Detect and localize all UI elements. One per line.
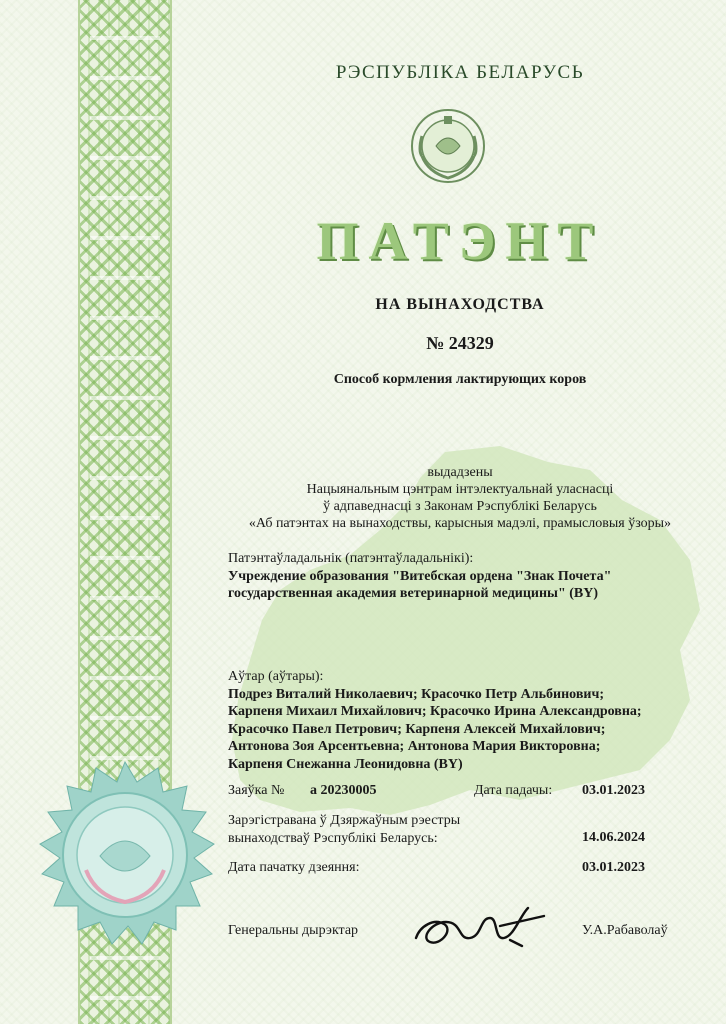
signature-icon	[410, 896, 550, 956]
issued-by-block	[220, 464, 700, 532]
holographic-seal-icon	[30, 760, 220, 950]
validity-date: 03.01.2023	[582, 860, 645, 875]
application-number: a 20230005	[310, 783, 377, 798]
issued-line-1: выдадзены	[427, 465, 493, 480]
issued-line-4: «Аб патэнтах на вынаходствы, карысныя мадэлі, прамысловыя ўзоры»	[248, 516, 672, 531]
authors-label: Аўтар (аўтары):	[228, 669, 324, 684]
registration-label-line-2: вынаходстваў Рэспублікі Беларусь:	[228, 830, 438, 846]
patent-number: № 24329	[426, 333, 494, 353]
country-name: РЭСПУБЛІКА БЕЛАРУСЬ	[335, 62, 585, 83]
document-subtitle: НА ВЫНАХОДСТВА	[375, 296, 545, 313]
registration-date: 14.06.2024	[582, 830, 645, 845]
filing-date: 03.01.2023	[582, 783, 645, 798]
signatory-title: Генеральны дырэктар	[228, 923, 359, 938]
filing-date-label: Дата падачы:	[474, 783, 553, 798]
state-emblem-icon	[408, 106, 488, 186]
signatory-name: У.А.Рабаволаў	[582, 923, 668, 938]
patent-holder-block	[228, 550, 708, 603]
registration-label	[228, 812, 460, 847]
holder-line-2: государственная академия ветеринарной медицины" (BY)	[228, 586, 599, 601]
holder-line-1: Учреждение образования "Витебская ордена "Знак Почета"	[228, 568, 612, 584]
document-title: ПАТЭНТ	[316, 211, 604, 271]
author-line: Карпеня Михаил Михайлович; Красочко Ирина Александровна;	[228, 704, 642, 719]
validity-label: Дата пачатку дзеяння:	[228, 860, 360, 875]
author-line: Красочко Павел Петрович; Карпеня Алексей Михайлович;	[228, 721, 606, 737]
issued-line-3: ў адпаведнасці з Законам Рэспублікі Беларусь	[323, 499, 597, 514]
author-line: Антонова Зоя Арсентьевна; Антонова Мария Викторовна;	[228, 739, 601, 754]
issued-line-2: Нацыянальным цэнтрам інтэлектуальнай уласнасці	[306, 482, 614, 497]
author-line: Карпеня Снежанна Леонидовна (BY)	[228, 756, 463, 772]
application-label: Заяўка №	[228, 783, 285, 798]
authors-block	[228, 668, 708, 773]
invention-name: Способ кормления лактирующих коров	[333, 372, 587, 387]
holder-label: Патэнтаўладальнік (патэнтаўладальнікі):	[228, 551, 474, 566]
author-line: Подрез Виталий Николаевич; Красочко Петр Альбинович;	[228, 686, 605, 702]
registration-label-line-1: Зарэгістравана ў Дзяржаўным рэестры	[228, 813, 461, 828]
